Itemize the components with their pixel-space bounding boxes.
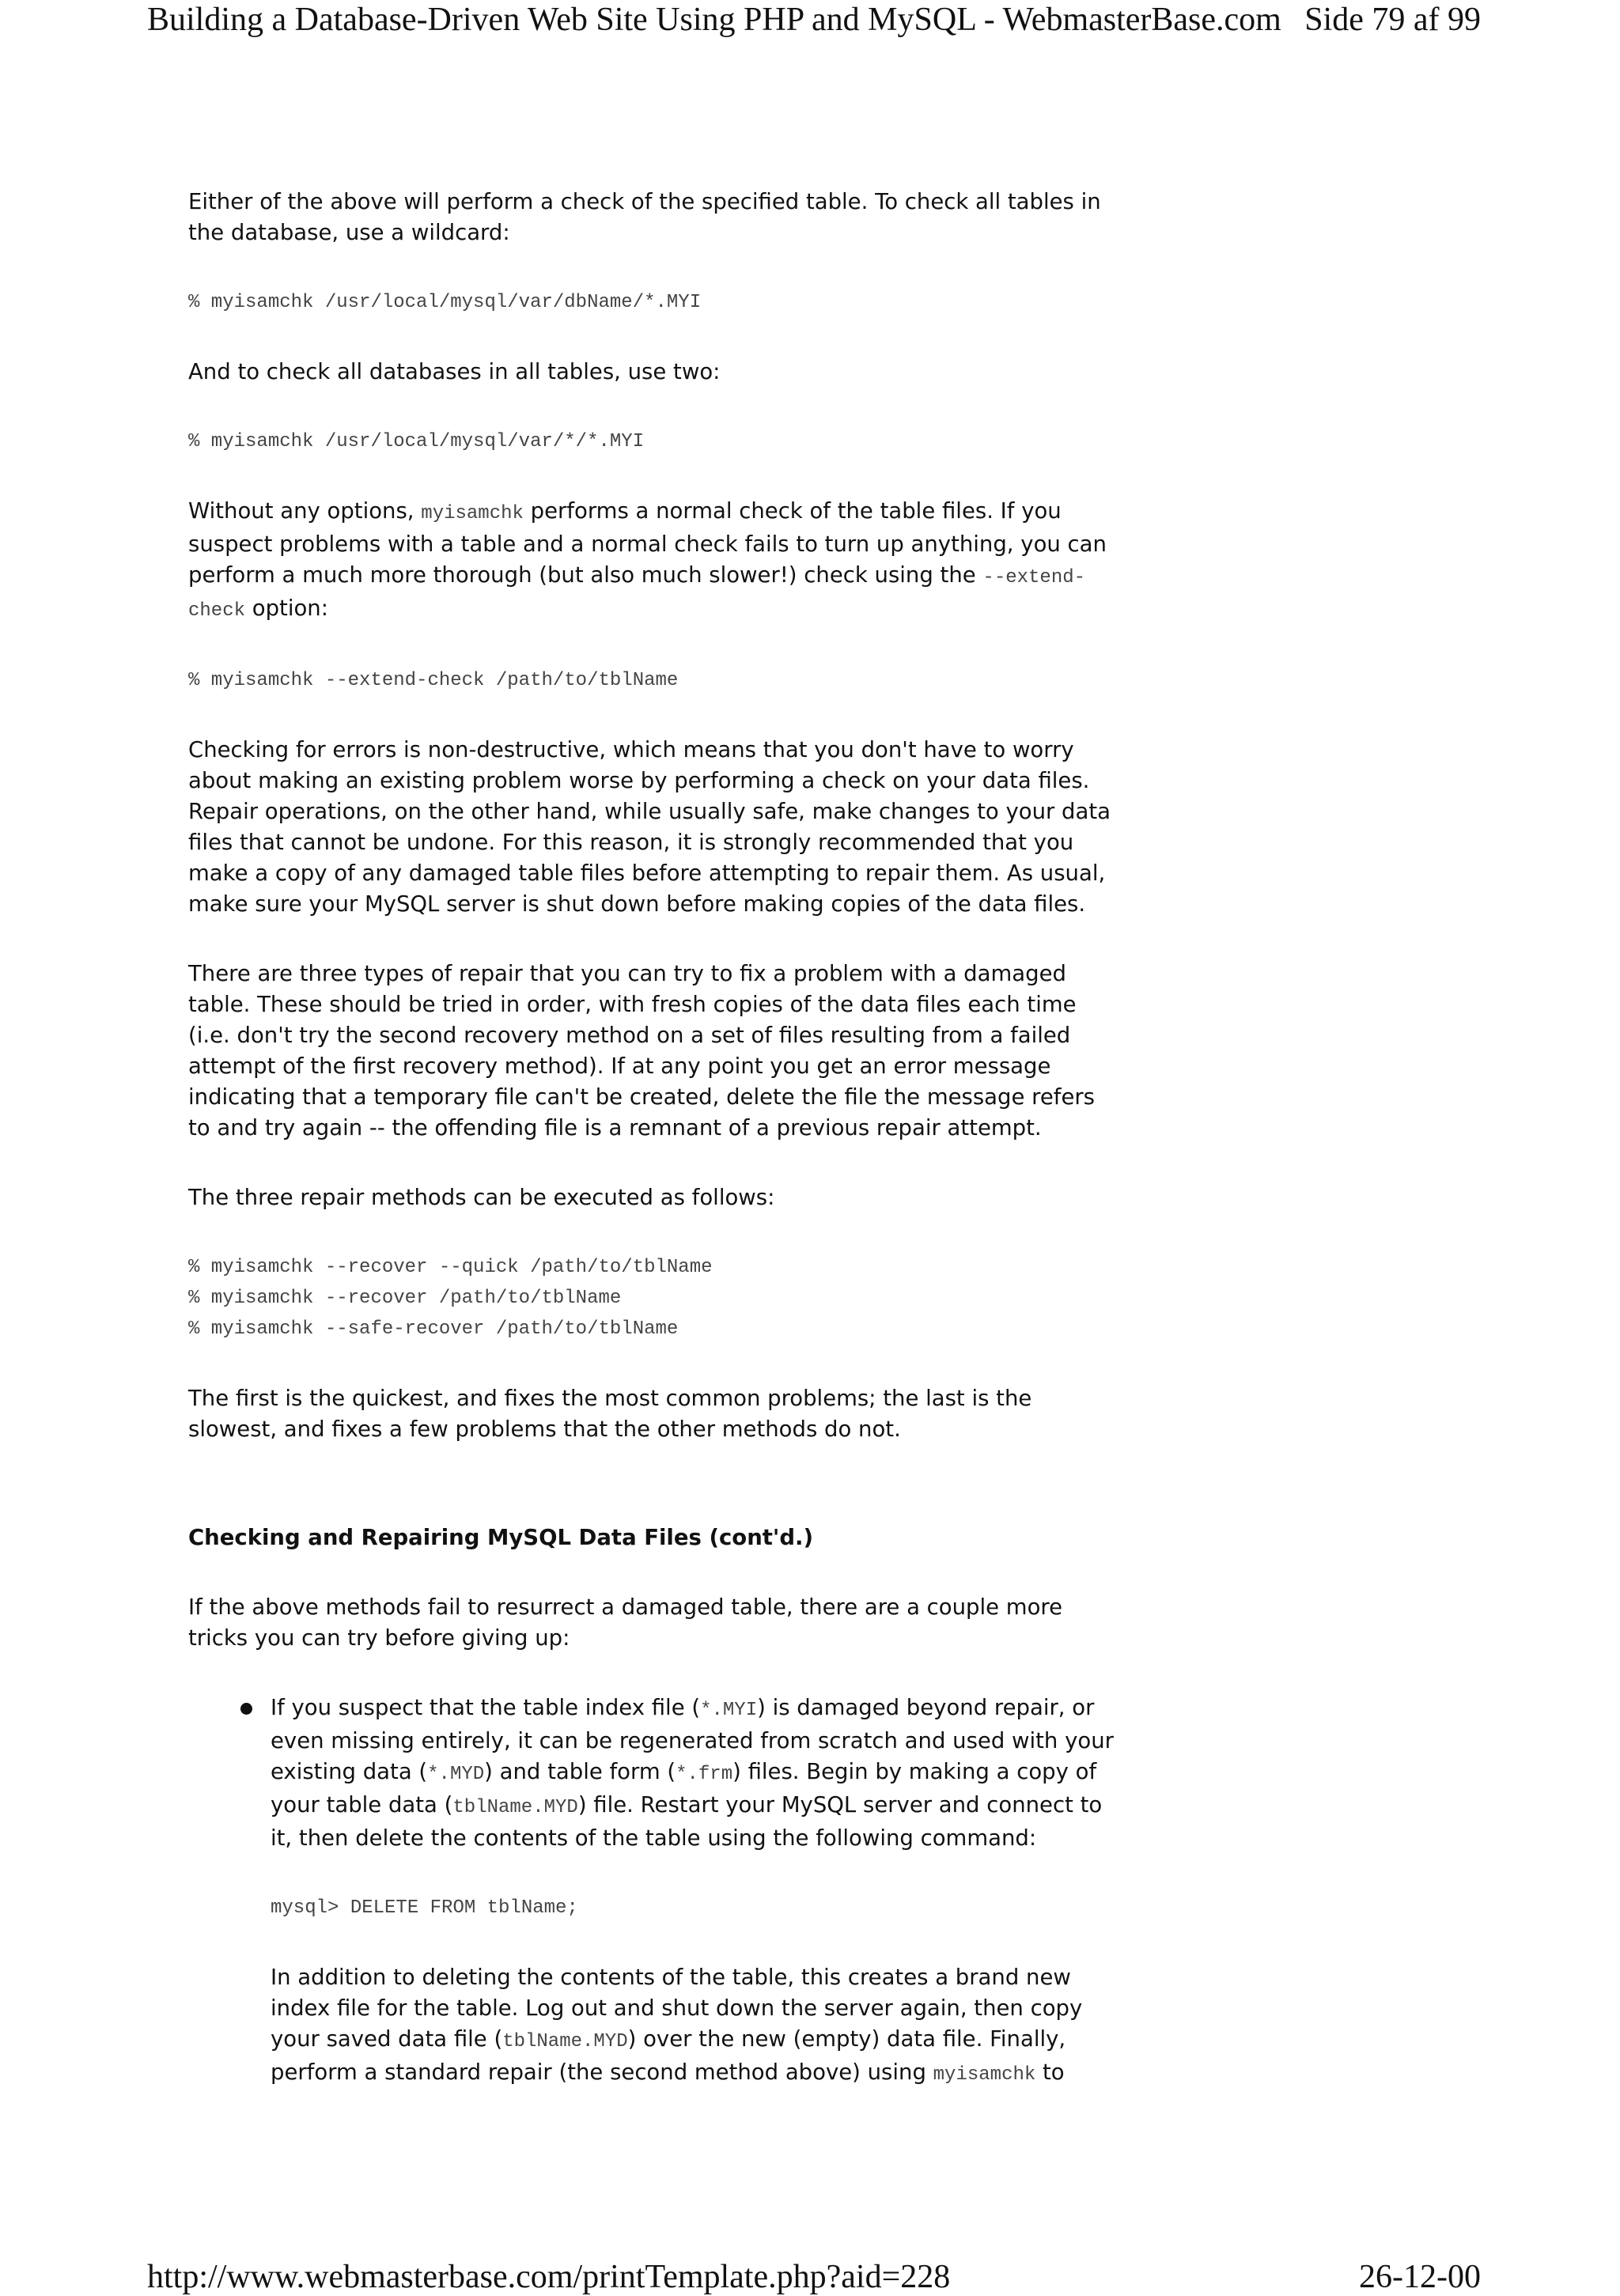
code-check-wildcard: % myisamchk /usr/local/mysql/var/dbName/*.MYI: [188, 292, 702, 313]
paragraph-repair-types: There are three types of repair that you can try to fix a problem with a damaged table. These should be tried in order, with fresh copies of the data files each time (i.e. don't try the second recovery method on a set of files resulting from a failed attempt of the first recovery method). If at any point you get an error message indicating that a temporary file can't be created, delete the file the message refers to and try again -- the offending file is a remnant of a previous repair attempt.: [188, 961, 1096, 1140]
code-repair-methods: % myisamchk --recover --quick /path/to/tblName % myisamchk --recover /path/to/tblName % myisamchk --safe-recover /path/to/tblName: [188, 1257, 713, 1340]
paragraph-repair-comparison: The first is the quickest, and fixes the most common problems; the last is the slowest, and fixes a few problems that the other methods do not.: [188, 1386, 1032, 1442]
document-title: Building a Database-Driven Web Site Using PHP and MySQL - WebmasterBase.com: [147, 2, 1281, 38]
paragraph-more-tricks: If the above methods fail to resurrect a damaged table, there are a couple more tricks you can try before giving up:: [188, 1594, 1063, 1651]
inline-code-extend-check: --extend-check: [188, 567, 1086, 622]
paragraph-options: Without any options, myisamchk performs a normal check of the table files. If you suspect problems with a table and a normal check fails to turn up anything, you can perform a much more thorough (but also much slower!) check using the --extend-check option:: [188, 498, 1107, 622]
footer-date: 26-12-00: [1359, 2259, 1481, 2295]
tip-paragraph: If you suspect that the table index file (*.MYI) is damaged beyond repair, or even missing entirely, it can be regenerated from scratch and used with your existing data (*.MYD) and table form (*.frm) files. Begin by making a copy of your table data (tblName.MYD) file. Restart your MySQL server and connect to it, then delete the contents of the table using the following command:: [271, 1695, 1114, 1851]
code-delete-from: mysql> DELETE FROM tblName;: [271, 1897, 578, 1919]
code-check-all: % myisamchk /usr/local/mysql/var/*/*.MYI: [188, 431, 645, 452]
list-item: [271, 1693, 1122, 2090]
tips-list: [188, 1693, 1122, 2090]
code-extend-check: % myisamchk --extend-check /path/to/tblName: [188, 670, 679, 691]
page-indicator: Side 79 af 99: [1304, 2, 1481, 38]
footer-url: http://www.webmasterbase.com/printTemplate.php?aid=228: [147, 2259, 951, 2295]
inline-code-myisamchk: myisamchk: [421, 503, 524, 524]
section-heading: Checking and Repairing MySQL Data Files (cont'd.): [188, 1525, 814, 1550]
bullet-dot-icon: [240, 1703, 252, 1715]
paragraph-check-intro: Either of the above will perform a check of the specified table. To check all tables in the database, use a wildcard:: [188, 189, 1101, 245]
tip-paragraph-continued: In addition to deleting the contents of the table, this creates a brand new index file for the table. Log out and shut down the server again, then copy your saved data file (tblName.MYD) over the new (empty) data file. Finally, perform a standard repair (the second method above) using myisamchk to: [271, 1965, 1083, 2086]
paragraph-all-databases: And to check all databases in all tables, use two:: [188, 359, 721, 384]
paragraph-repair-methods-intro: The three repair methods can be executed as follows:: [188, 1185, 775, 1210]
article-body: [188, 187, 1122, 2129]
paragraph-non-destructive: Checking for errors is non-destructive, which means that you don't have to worry about making an existing problem worse by performing a check on your data files. Repair operations, on the other hand, while usually safe, make changes to your data files that cannot be undone. For this reason, it is strongly recommended that you make a copy of any damaged table files before attempting to repair them. As usual, make sure your MySQL server is shut down before making copies of the data files.: [188, 737, 1111, 917]
